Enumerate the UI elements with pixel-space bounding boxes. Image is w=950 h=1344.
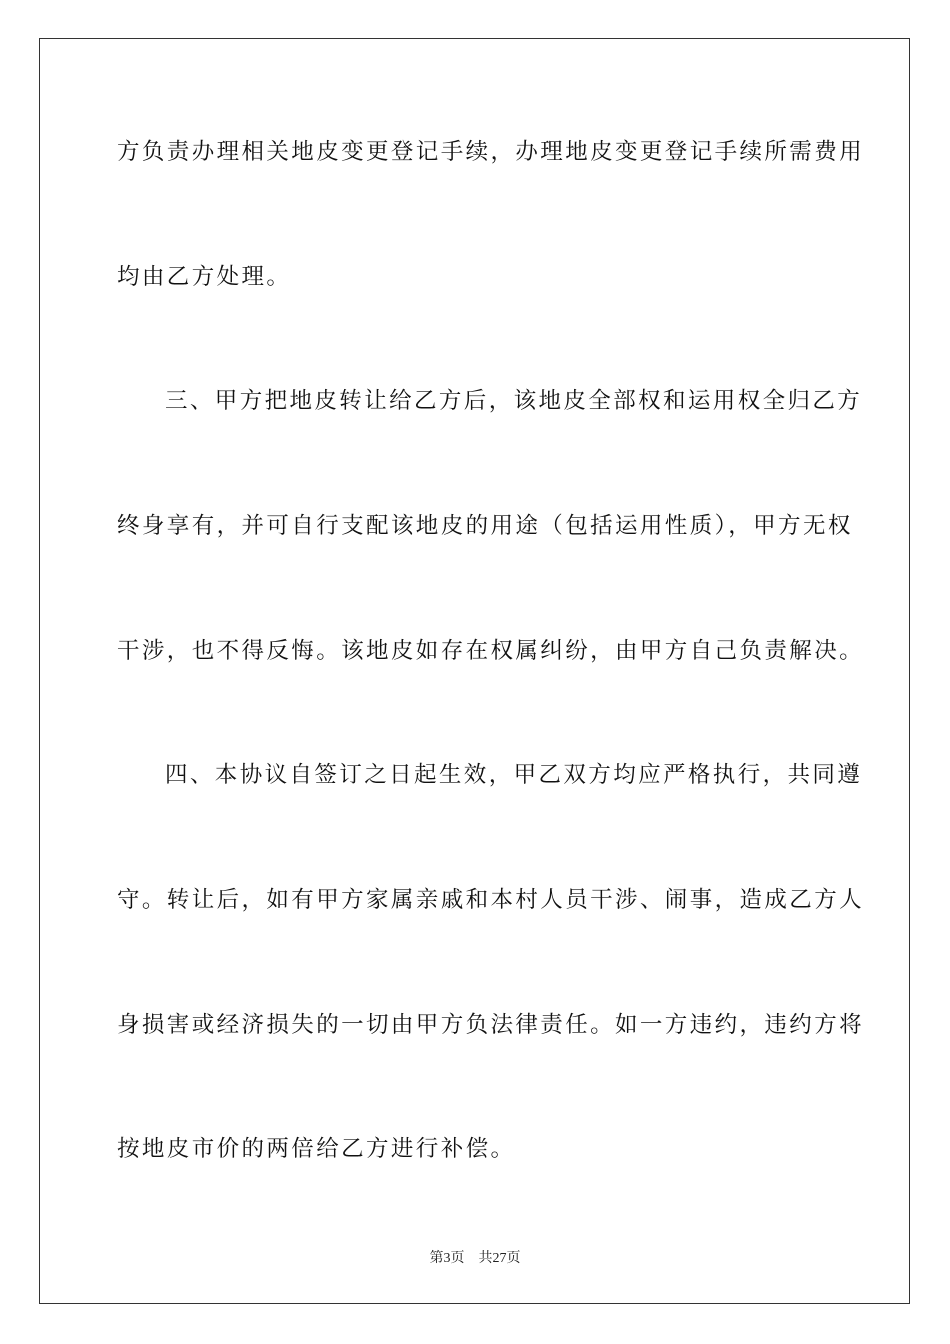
page-number: 第3页 xyxy=(429,1251,465,1266)
paragraph-line: 按地皮市价的两倍给乙方进行补偿。 xyxy=(117,1136,516,1162)
paragraph-line: 守。转让后，如有甲方家属亲戚和本村人员干涉、闹事，造成乙方人 xyxy=(117,887,865,913)
paragraph-line: 三、甲方把地皮转让给乙方后，该地皮全部权和运用权全归乙方 xyxy=(165,388,863,414)
page-total: 共27页 xyxy=(478,1251,521,1266)
paragraph-line: 方负责办理相关地皮变更登记手续，办理地皮变更登记手续所需费用 xyxy=(117,139,865,165)
paragraph-line: 终身享有，并可自行支配该地皮的用途（包括运用性质），甲方无权 xyxy=(117,513,853,539)
paragraph-line: 四、本协议自签订之日起生效，甲乙双方均应严格执行，共同遵 xyxy=(165,762,863,788)
paragraph-line: 均由乙方处理。 xyxy=(117,264,292,290)
paragraph-line: 身损害或经济损失的一切由甲方负法律责任。如一方违约，违约方将 xyxy=(117,1012,865,1038)
paragraph-line: 干涉，也不得反悔。该地皮如存在权属纠纷，由甲方自己负责解决。 xyxy=(117,638,865,664)
page-footer xyxy=(0,1247,950,1267)
page-border xyxy=(39,38,910,1304)
